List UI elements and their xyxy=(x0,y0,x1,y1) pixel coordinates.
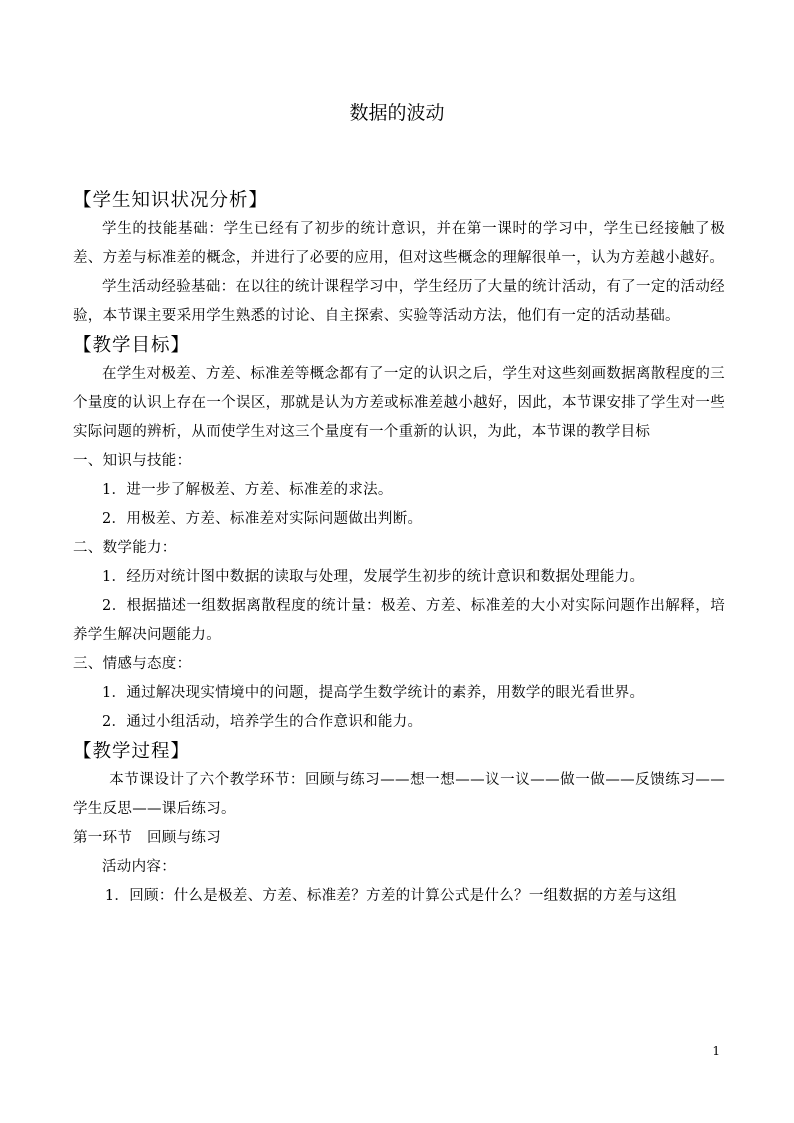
document-title: 数据的波动 xyxy=(349,102,445,124)
list-item-emotion-1: 1．通过解决现实情境中的问题，提高学生数学统计的素养，用数学的眼光看世界。 xyxy=(102,685,645,701)
question-1: 1．回顾：什么是极差、方差、标准差？方差的计算公式是什么？一组数据的方差与这组 xyxy=(104,888,677,904)
list-item-math-2: 2．根据描述一组数据离散程度的统计量：极差、方差、标准差的大小对实际问题作出解释，培养学生解决问题能力。 xyxy=(73,598,725,643)
list-item-knowledge-2: 2．用极差、方差、标准差对实际问题做出判断。 xyxy=(102,511,423,527)
paragraph-skill-basis: 学生的技能基础：学生已经有了初步的统计意识，并在第一课时的学习中，学生已经接触了极差、方差与标准差的概念，并进行了必要的应用，但对这些概念的理解很单一，认为方差越小越好。 xyxy=(73,221,725,266)
subsection-knowledge-title: 一、知识与技能： xyxy=(73,453,192,469)
paragraph-goals-intro: 在学生对极差、方差、标准差等概念都有了一定的认识之后，学生对这些刻画数据离散程度的三个量度的认识上存在一个误区，那就是认为方差或标准差越小越好，因此，本节课安排了学生对一些实际问题的辨析，从而使学生对这三个量度有一个重新的认识，为此，本节课的教学目标 xyxy=(73,366,725,440)
activity-content-label: 活动内容： xyxy=(102,859,176,875)
section-heading-analysis: 【学生知识状况分析】 xyxy=(73,190,269,211)
paragraph-process-intro: 本节课设计了六个教学环节：回顾与练习——想一想——议一议——做一做——反馈练习——学生反思——课后练习。 xyxy=(73,772,725,817)
paragraph-activity-basis: 学生活动经验基础：在以往的统计课程学习中，学生经历了大量的统计活动，有了一定的活动经验，本节课主要采用学生熟悉的讨论、自主探索、实验等活动方法，他们有一定的活动基础。 xyxy=(73,279,725,324)
subsection-emotion-title: 三、情感与态度： xyxy=(73,656,192,672)
list-item-knowledge-1: 1．进一步了解极差、方差、标准差的求法。 xyxy=(102,482,393,498)
document-body xyxy=(73,186,725,911)
step-1-title: 第一环节 回顾与练习 xyxy=(73,830,221,846)
section-heading-process: 【教学过程】 xyxy=(73,741,191,762)
list-item-math-1: 1．经历对统计图中数据的读取与处理，发展学生初步的统计意识和数据处理能力。 xyxy=(102,569,645,585)
subsection-math-title: 二、数学能力： xyxy=(73,540,177,556)
list-item-emotion-2: 2．通过小组活动，培养学生的合作意识和能力。 xyxy=(102,714,423,730)
page-number: 1 xyxy=(712,1044,720,1058)
section-heading-goals: 【教学目标】 xyxy=(73,335,191,356)
